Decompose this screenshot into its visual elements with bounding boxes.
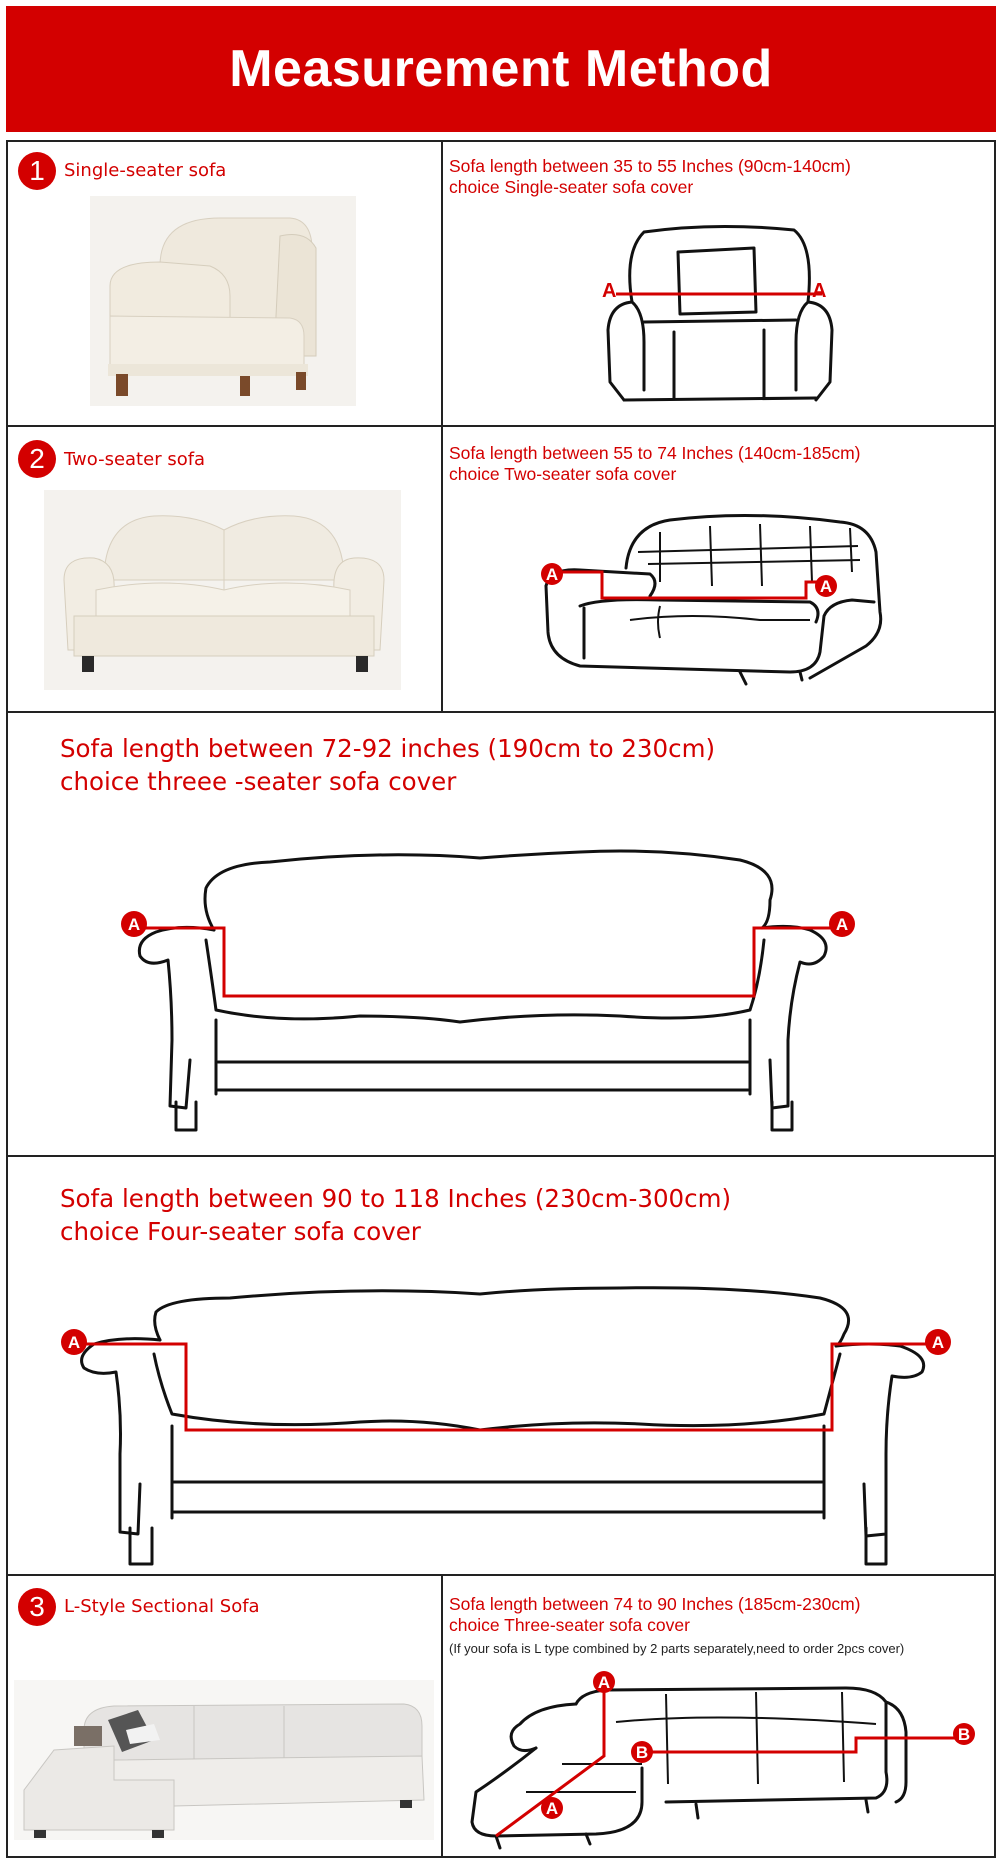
description-line: Sofa length between 74 to 90 Inches (185cm-230cm): [449, 1594, 861, 1614]
svg-text:B: B: [957, 1725, 971, 1744]
marker-a: [541, 563, 563, 585]
svg-text:A: A: [819, 577, 833, 596]
section-label: Two-seater sofa: [64, 449, 206, 470]
marker-a: [121, 911, 147, 937]
marker-a: A: [812, 280, 827, 302]
description-line: Sofa length between 35 to 55 Inches (90cm-140cm): [449, 156, 851, 176]
single-sofa-diagram: [604, 222, 834, 402]
marker-a: [925, 1329, 951, 1355]
title-banner: [6, 6, 996, 132]
two-sofa-diagram: [540, 512, 890, 692]
description-line: choice Three-seater sofa cover: [449, 1615, 690, 1635]
description-line: Sofa length between 72-92 inches (190cm to 230cm): [60, 734, 716, 763]
marker-a: [593, 1671, 615, 1693]
l-sofa-photo: [14, 1680, 434, 1840]
marker-b: [953, 1723, 975, 1745]
description-line: choice threee -seater sofa cover: [60, 767, 457, 796]
divider: [6, 425, 996, 427]
single-sofa-photo: [90, 196, 356, 406]
description-line: choice Single-seater sofa cover: [449, 177, 694, 197]
three-sofa-diagram: [120, 840, 880, 1130]
description-line: choice Four-seater sofa cover: [60, 1217, 421, 1246]
divider: [6, 1155, 996, 1157]
marker-a: A: [602, 280, 617, 302]
marker-a: [815, 575, 837, 597]
svg-text:A: A: [127, 915, 141, 934]
svg-text:A: A: [597, 1673, 611, 1692]
section-description: [60, 1182, 731, 1248]
svg-text:A: A: [67, 1333, 81, 1352]
section-description: [449, 443, 861, 485]
svg-text:A: A: [545, 1799, 559, 1818]
l-sofa-diagram: [466, 1672, 986, 1852]
section-description: [60, 732, 715, 798]
divider: [6, 711, 996, 713]
marker-a: [541, 1797, 563, 1819]
description-line: Sofa length between 55 to 74 Inches (140cm-185cm): [449, 443, 861, 463]
four-sofa-diagram: [60, 1284, 960, 1564]
divider: [441, 1575, 443, 1858]
svg-text:A: A: [931, 1333, 945, 1352]
marker-a: [61, 1329, 87, 1355]
svg-text:A: A: [835, 915, 849, 934]
two-sofa-photo: [44, 490, 401, 690]
divider: [6, 1574, 996, 1576]
step-number-badge: 1: [18, 152, 56, 190]
step-number-badge: 2: [18, 440, 56, 478]
marker-b: [631, 1741, 653, 1763]
two-sofa-illustration: [44, 490, 401, 690]
section-note: (If your sofa is L type combined by 2 parts separately,need to order 2pcs cover): [449, 1641, 905, 1656]
marker-a: [829, 911, 855, 937]
l-sofa-illustration: [14, 1680, 434, 1840]
step-number-badge: 3: [18, 1588, 56, 1626]
description-line: choice Two-seater sofa cover: [449, 464, 677, 484]
svg-text:A: A: [545, 565, 559, 584]
svg-text:B: B: [635, 1743, 649, 1762]
description-line: Sofa length between 90 to 118 Inches (230cm-300cm): [60, 1184, 732, 1213]
single-sofa-illustration: [90, 196, 356, 406]
section-label: L-Style Sectional Sofa: [64, 1596, 260, 1617]
section-label: Single-seater sofa: [64, 160, 227, 181]
section-description: [449, 156, 851, 198]
page-title: Measurement Method: [229, 40, 773, 98]
section-description: [449, 1594, 861, 1636]
